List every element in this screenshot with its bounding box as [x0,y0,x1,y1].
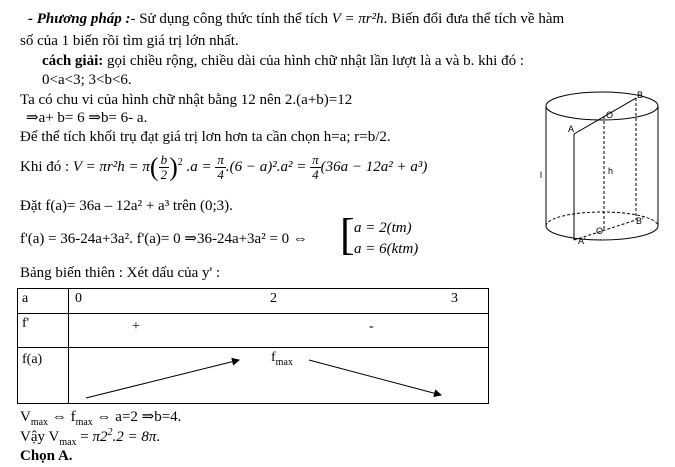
label-h: h [608,166,614,176]
table-cell-a-values [69,289,489,314]
derivative-line: f'(a) = 36-24a+3a². f'(a)= 0 ⇒36-24a+3a² = 0 ⇔ [20,231,308,247]
method-line-2: số của 1 biến rồi tìm giá trị lớn nhất. [20,33,239,49]
table-intro: Bảng biến thiên : Xét dấu của y' : [20,265,221,281]
table-cell-f-variation [69,348,489,404]
a-label: a [22,291,29,306]
khi-do-label: Khi đó : [20,159,70,175]
table-row-fprime [18,314,489,348]
f-label: f(a) [22,352,43,367]
arrow-line: ⇒a+ b= 6 ⇒b= 6- a. [26,110,148,126]
variation-arrows [69,348,489,404]
v-end: (36a − 12a² + a³) [320,159,428,175]
table-cell-a-label [18,289,69,314]
label-l: l [540,170,542,180]
v-expr-start: V = πr²h = π [72,159,150,175]
vmax-line: $V_{max}$ ⇔ $f_{max}$ ⇔ a=2 ⇒b=4. [20,409,182,428]
solution-text: gọi chiều rộng, chiều dài của hình chữ nhật lần lượt là a và b. khi đó : [107,53,524,69]
root-1: a = 2(tm) [354,220,412,236]
v-mid: .a = [186,159,212,175]
volume-expression [20,150,427,186]
paren-close: ) [169,152,178,182]
solution-line [42,52,524,70]
condition-line: 0<a<3; 3<b<6. [42,72,132,88]
sign-minus: - [369,319,374,334]
decreasing-arrow [309,360,441,395]
table-cell-fprime-label [18,314,69,348]
fraction-b-over-2 [159,153,170,182]
frac-pi-den-2: 4 [312,167,319,183]
frac-b-num: b [160,152,168,168]
fprime-label: f' [22,316,30,331]
label-O: O [606,110,614,120]
v-mid2: .(6 − a)².a² = [225,159,307,175]
define-f-line: Đặt f(a)= 36a – 12a² + a³ trên (0;3). [20,198,233,214]
a-value-0: 0 [75,291,82,306]
increasing-arrow [86,360,239,398]
fraction-pi-over-4 [215,153,226,182]
method-label: - Phương pháp : [28,11,131,27]
method-text: - Sử dụng công thức tính thể tích [130,11,328,27]
label-O-prime: O' [596,226,605,236]
table-cell-f-label [18,348,69,404]
label-A: A [568,124,575,134]
fraction-pi-over-4-second [310,153,321,182]
fmax-label: $f_{max}$ [271,350,293,368]
answer: Chọn A. [20,448,73,464]
table-cell-signs [69,314,489,348]
table-row-a [18,289,489,314]
sign-plus: + [132,319,140,334]
vay-line: Vậy $V_{max} = \pi 2^2.2 = 8\pi$. [20,427,161,448]
method-line [28,10,564,28]
table-row-f [18,348,489,404]
choose-line: Để thể tích khối trụ đạt giá trị lơn hơn ta cần chọn h=a; r=b/2. [20,129,391,145]
frac-pi-num-2: π [312,152,319,168]
square-exponent: 2 [177,157,183,168]
variation-table [17,288,489,404]
method-formula: V = πr²h [331,11,384,27]
a-value-2: 2 [270,291,277,306]
root-2: a = 6(ktm) [354,241,419,257]
cylinder-figure [540,88,670,258]
a-value-3: 3 [451,291,458,306]
frac-pi-den: 4 [217,167,224,183]
solution-label: cách giải: [42,53,104,69]
label-B: B [637,90,644,100]
frac-pi-num: π [217,152,224,168]
method-tail: . Biến đổi đưa thể tích về hàm [383,11,565,27]
label-A-bottom: A' [578,236,586,246]
paren-open: ( [149,152,159,182]
perimeter-line: Ta có chu vi của hình chữ nhật bằng 12 nên 2.(a+b)=12 [20,92,353,108]
label-B-bottom: B' [636,216,644,226]
system-brace: [ [340,210,355,259]
frac-b-den: 2 [160,167,168,183]
top-chord [574,98,636,134]
